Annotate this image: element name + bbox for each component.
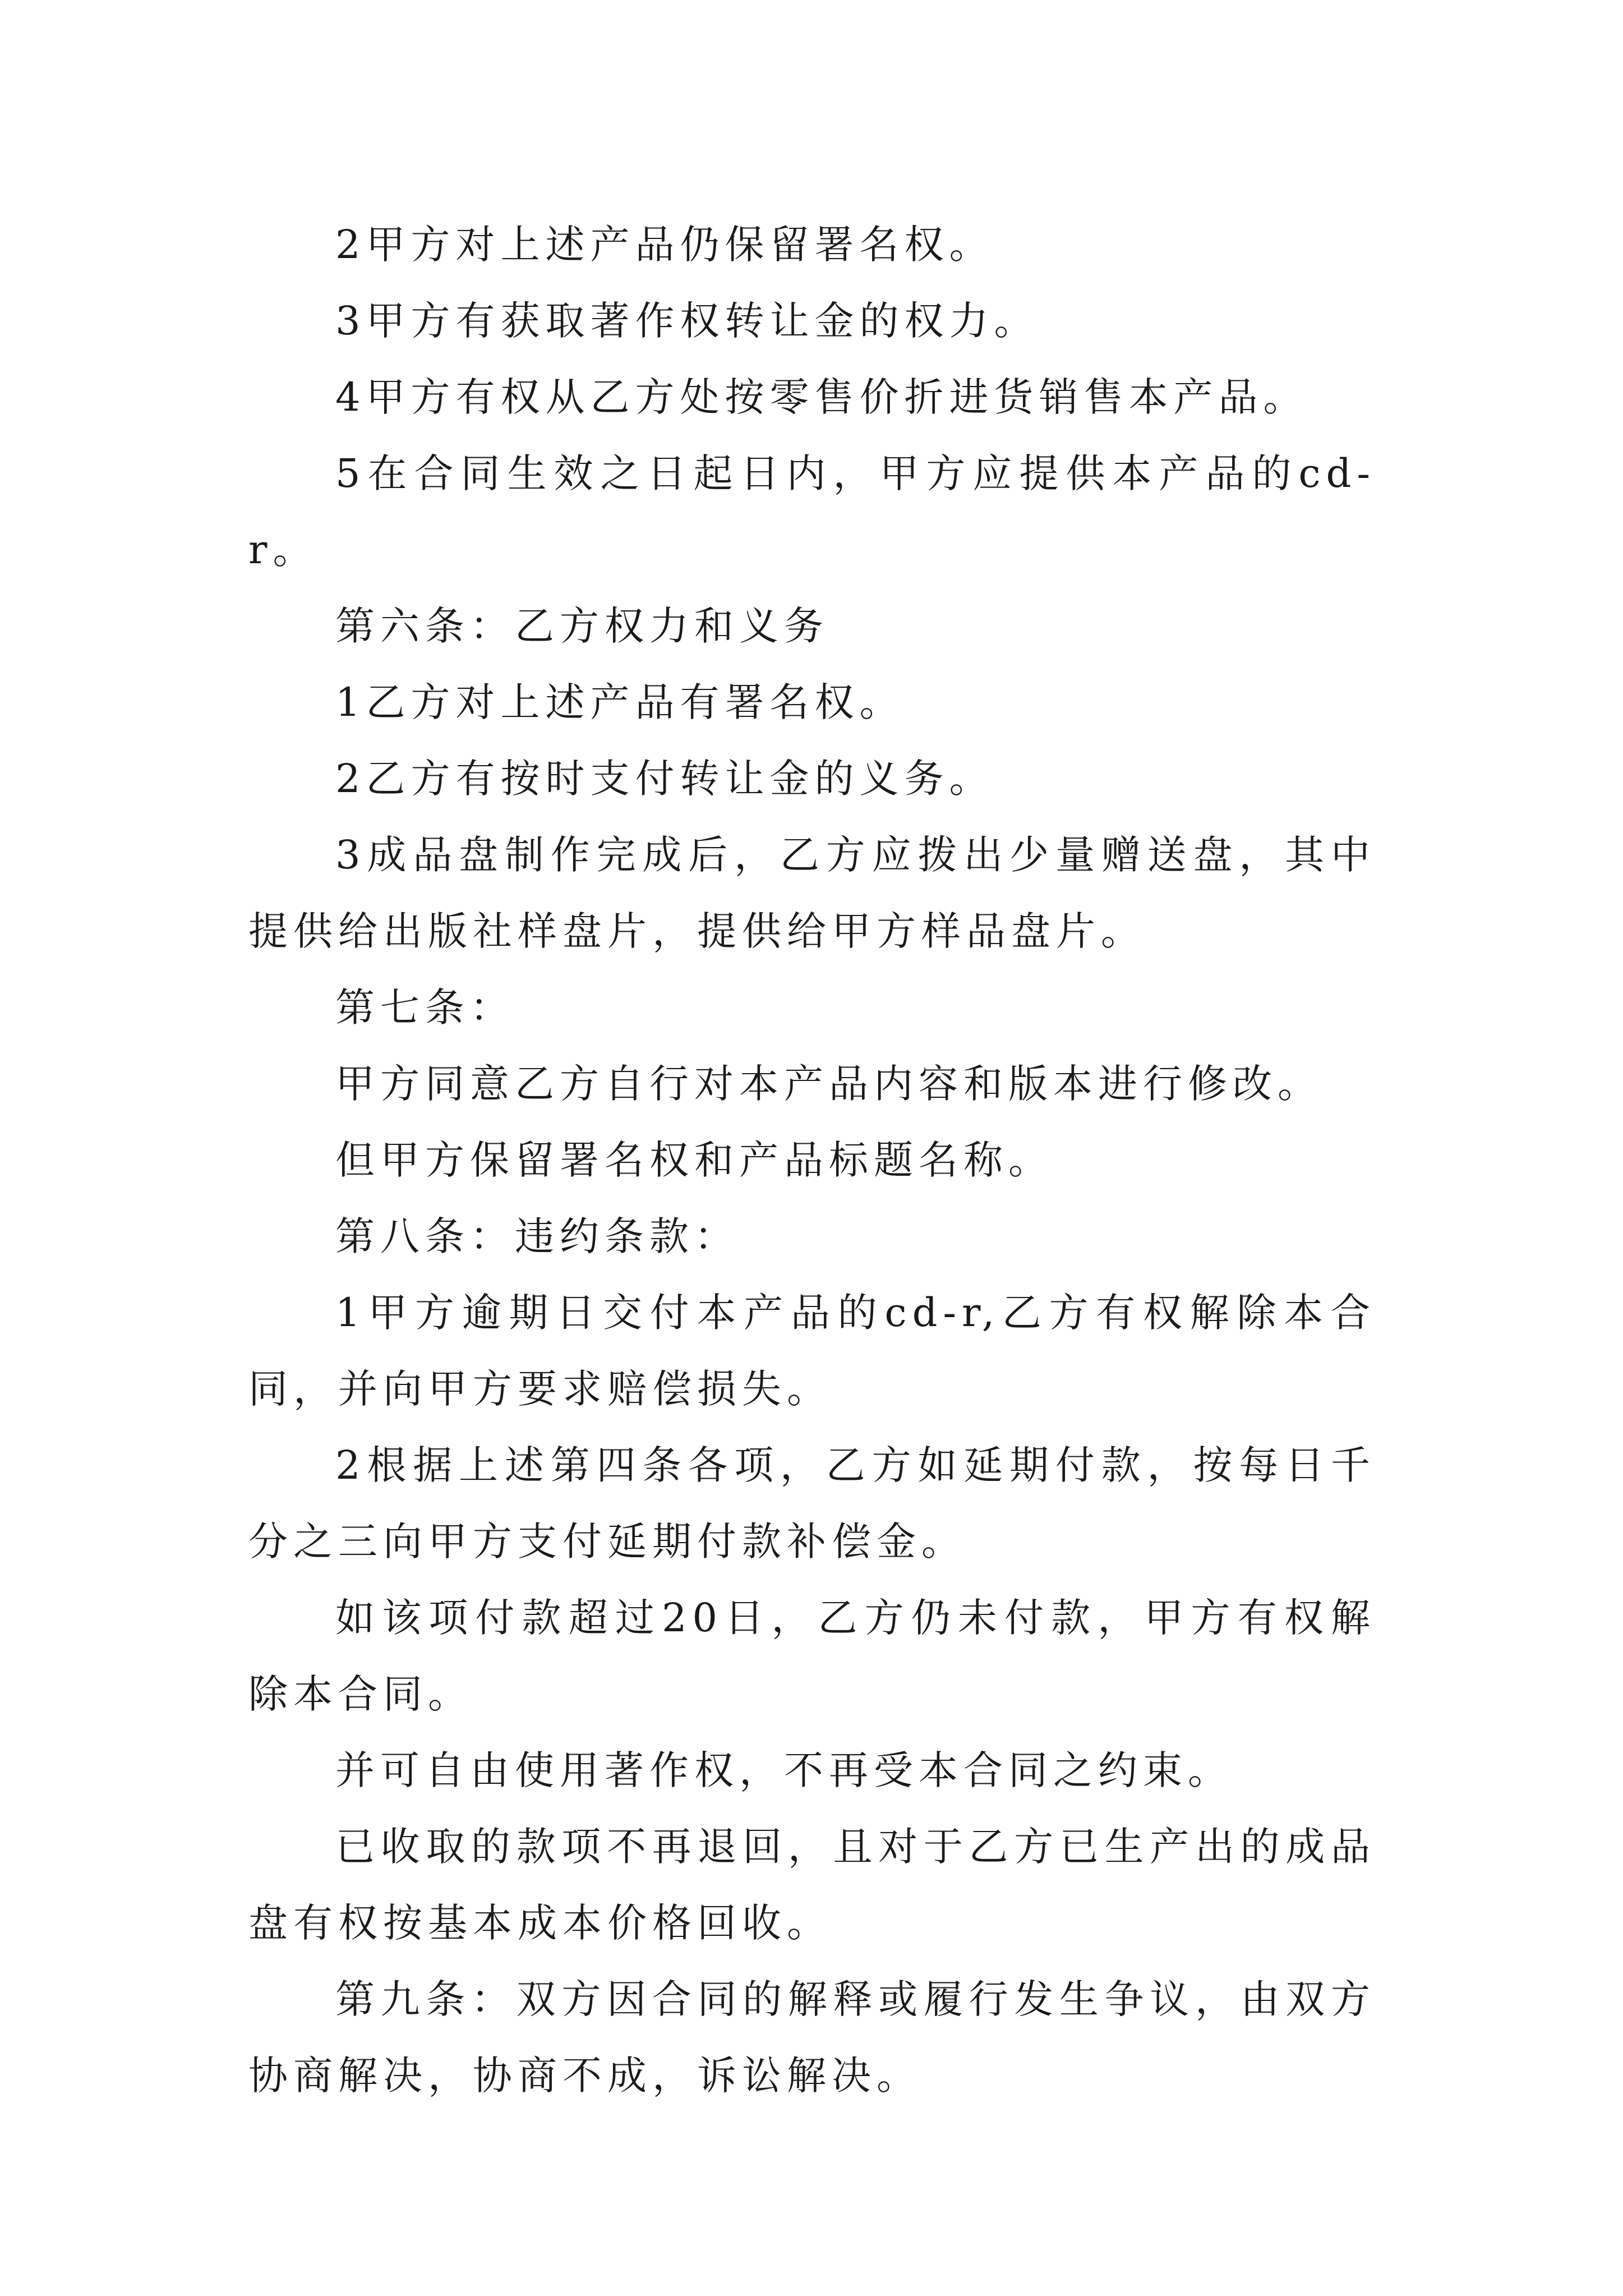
paragraph-article-9: 第九条：双方因合同的解释或履行发生争议，由双方协商解决，协商不成，诉讼解决。 bbox=[248, 1976, 1376, 2099]
paragraph-clause-6-1: 1乙方对上述产品有署名权。 bbox=[335, 679, 905, 725]
heading-article-8: 第八条：违约条款： bbox=[335, 1213, 739, 1259]
heading-article-7: 第七条： bbox=[335, 984, 515, 1030]
paragraph-article-7-reservation: 但甲方保留署名权和产品标题名称。 bbox=[335, 1137, 1053, 1183]
paragraph-clause-8-2-refund: 已收取的款项不再退回，且对于乙方已生产出的成品盘有权按基本成本价格回收。 bbox=[248, 1824, 1376, 1946]
paragraph-clause-8-2-copyright: 并可自由使用著作权，不再受本合同之约束。 bbox=[335, 1747, 1233, 1793]
paragraph-clause-5-5: 5在合同生效之日起日内，甲方应提供本产品的cd-r。 bbox=[248, 450, 1376, 573]
paragraph-clause-8-2: 2根据上述第四条各项，乙方如延期付款，按每日千分之三向甲方支付延期付款补偿金。 bbox=[248, 1442, 1376, 1565]
paragraph-clause-6-2: 2乙方有按时支付转让金的义务。 bbox=[335, 756, 994, 802]
paragraph-clause-5-3: 3甲方有获取著作权转让金的权力。 bbox=[335, 298, 1039, 344]
paragraph-clause-5-4: 4甲方有权从乙方处按零售价折进货销售本产品。 bbox=[335, 374, 1308, 420]
heading-article-6: 第六条：乙方权力和义务 bbox=[335, 603, 829, 649]
paragraph-clause-6-3: 3成品盘制作完成后，乙方应拨出少量赠送盘，其中提供给出版社样盘片，提供给甲方样品盘片。 bbox=[248, 832, 1376, 954]
document-body bbox=[248, 206, 1376, 2114]
paragraph-article-7-modification: 甲方同意乙方自行对本产品内容和版本进行修改。 bbox=[335, 1061, 1322, 1107]
paragraph-clause-8-1: 1甲方逾期日交付本产品的cd-r,乙方有权解除本合同，并向甲方要求赔偿损失。 bbox=[248, 1290, 1376, 1412]
paragraph-clause-5-2: 2甲方对上述产品仍保留署名权。 bbox=[335, 222, 994, 268]
paragraph-clause-8-2-overdue: 如该项付款超过20日，乙方仍未付款，甲方有权解除本合同。 bbox=[248, 1595, 1376, 1717]
